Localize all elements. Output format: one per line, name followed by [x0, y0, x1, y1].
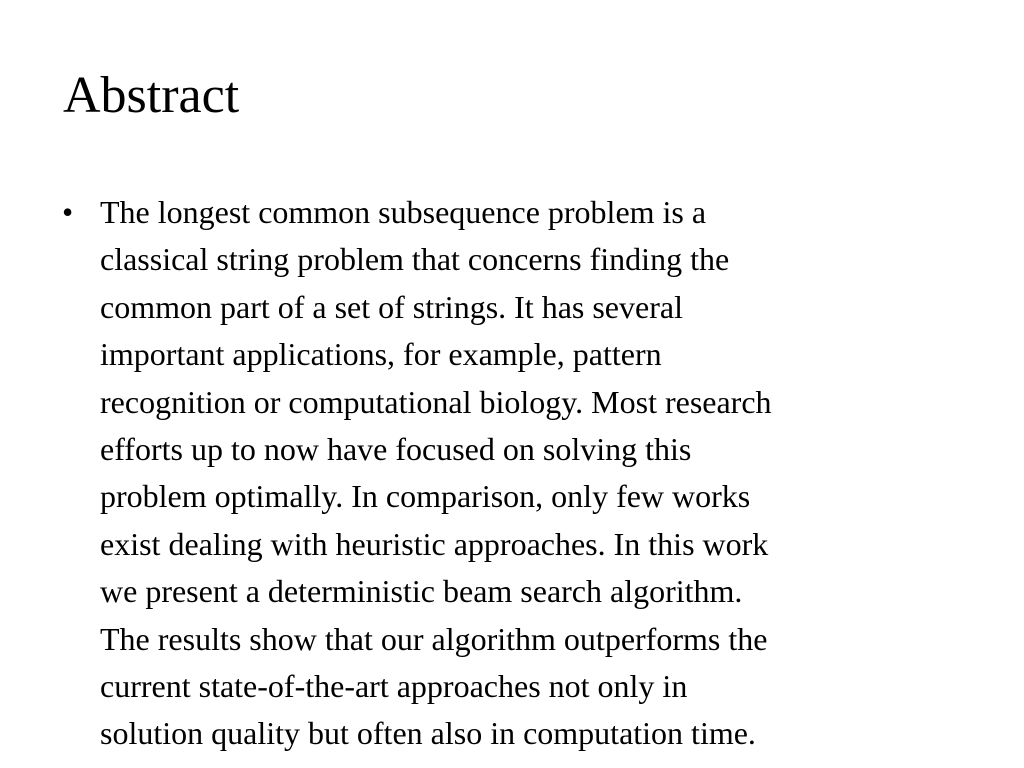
- abstract-text-line: solution quality but often also in computation time.: [100, 715, 756, 752]
- abstract-text-line: common part of a set of strings. It has several: [100, 288, 683, 325]
- abstract-text-line: exist dealing with heuristic approaches. In this work: [100, 525, 769, 562]
- abstract-text-line: important applications, for example, pattern: [100, 336, 662, 373]
- abstract-text-line: classical string problem that concerns finding the: [100, 241, 730, 278]
- bullet-dot-icon: •: [62, 194, 74, 230]
- bullet-item: [62, 189, 962, 758]
- abstract-text-line: efforts up to now have focused on solving this: [100, 431, 692, 468]
- abstract-text-line: The longest common subsequence problem is a: [100, 194, 707, 230]
- abstract-text-line: we present a deterministic beam search algorithm.: [100, 573, 743, 610]
- slide-title: Abstract: [63, 67, 240, 124]
- abstract-text-line: problem optimally. In comparison, only few works: [100, 478, 751, 515]
- abstract-text-line: recognition or computational biology. Most research: [100, 383, 772, 420]
- abstract-text-line: The results show that our algorithm outperforms the: [100, 620, 768, 657]
- bullet-list: [62, 189, 962, 758]
- abstract-text-line: current state-of-the-art approaches not only in: [100, 668, 688, 705]
